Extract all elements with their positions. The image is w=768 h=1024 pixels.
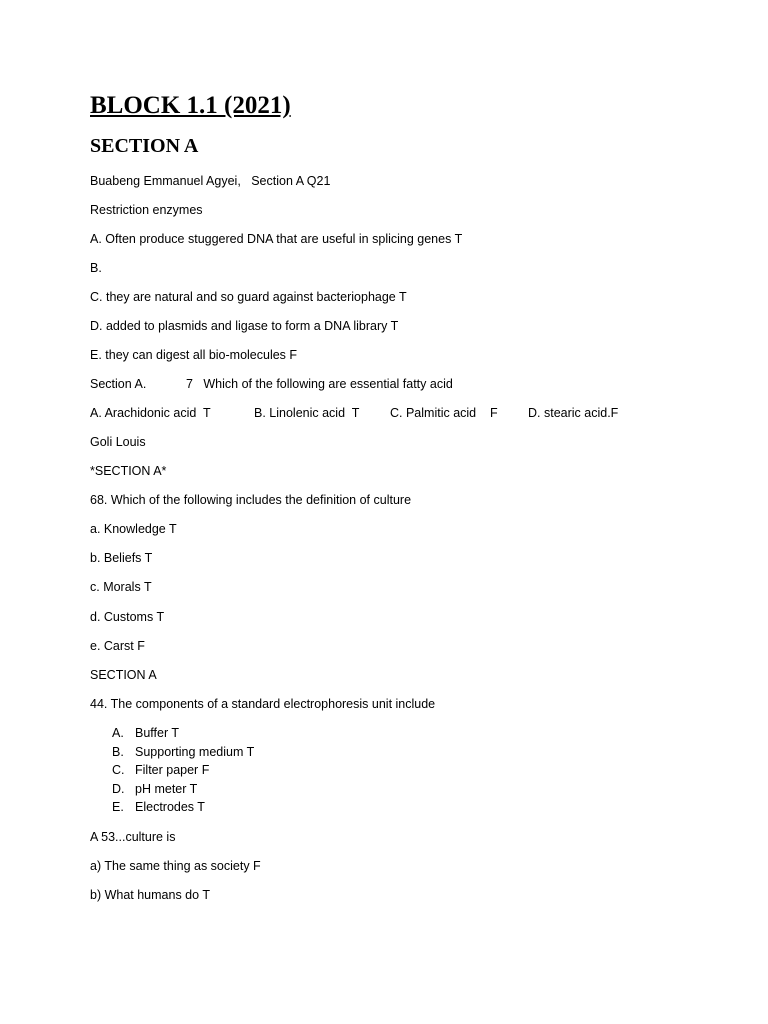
- answer-option: d. Customs T: [90, 610, 165, 624]
- list-item: [112, 798, 254, 817]
- list-marker: C.: [112, 763, 125, 778]
- list-item: [112, 761, 254, 780]
- list-item: [112, 780, 254, 799]
- question-stem: Restriction enzymes: [90, 203, 203, 217]
- list-item: [112, 724, 254, 743]
- question-stem: 44. The components of a standard electrophoresis unit include: [90, 697, 436, 711]
- answer-option: B. Linolenic acid T: [254, 406, 360, 420]
- answer-option: b. Beliefs T: [90, 551, 153, 565]
- answer-option: b) What humans do T: [90, 888, 210, 902]
- answer-option: c. Morals T: [90, 580, 152, 594]
- answer-option: a) The same thing as society F: [90, 859, 261, 873]
- document-title: BLOCK 1.1 (2021): [90, 92, 291, 119]
- answer-option: A. Often produce stuggered DNA that are useful in splicing genes T: [90, 232, 463, 246]
- section-label: *SECTION A*: [90, 464, 167, 478]
- answer-option: Filter paper F: [135, 763, 210, 778]
- question-stem: A 53...culture is: [90, 830, 176, 844]
- answer-list: [112, 724, 254, 817]
- section-label: SECTION A: [90, 668, 157, 682]
- author-line: Goli Louis: [90, 435, 146, 449]
- list-item: [112, 743, 254, 762]
- answer-option: B.: [90, 261, 102, 275]
- answer-option: D. added to plasmids and ligase to form a DNA library T: [90, 319, 399, 333]
- answer-option: Supporting medium T: [135, 744, 255, 759]
- answer-option: Electrodes T: [135, 800, 205, 815]
- answer-option: E. they can digest all bio-molecules F: [90, 348, 298, 362]
- list-marker: E.: [112, 800, 124, 815]
- question-stem: 68. Which of the following includes the definition of culture: [90, 493, 412, 507]
- answer-option: A. Arachidonic acid T: [90, 406, 211, 420]
- options-row: [90, 405, 730, 501]
- answer-option: D. stearic acid.F: [528, 406, 619, 420]
- list-marker: B.: [112, 744, 124, 759]
- answer-option: a. Knowledge T: [90, 522, 177, 536]
- list-marker: A.: [112, 726, 124, 740]
- answer-option: C. Palmitic acid F: [390, 406, 498, 420]
- answer-option: C. they are natural and so guard against bacteriophage T: [90, 290, 407, 304]
- section-label: Section A.: [90, 377, 147, 391]
- author-line: Buabeng Emmanuel Agyei, Section A Q21: [90, 174, 331, 188]
- list-marker: D.: [112, 781, 125, 796]
- section-heading: SECTION A: [90, 135, 199, 157]
- answer-option: e. Carst F: [90, 639, 145, 653]
- answer-option: Buffer T: [135, 726, 180, 740]
- answer-option: pH meter T: [135, 781, 198, 796]
- question-stem: 7 Which of the following are essential fatty acid: [186, 377, 453, 391]
